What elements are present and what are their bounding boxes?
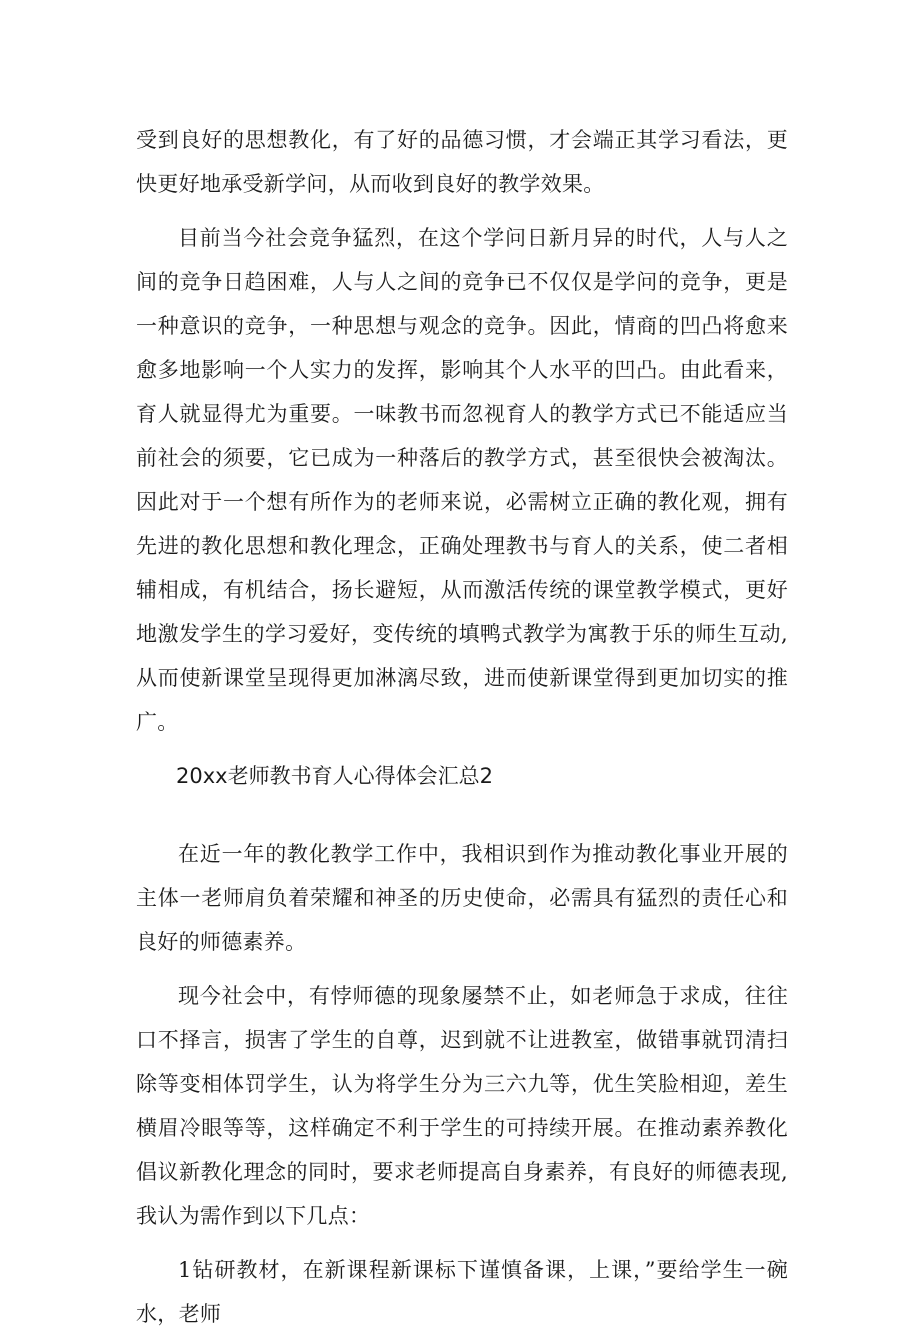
paragraph-5: 1钻研教材，在新课程新课标下谨慎备课，上课，”要给学生一碗水，老师 <box>136 1258 788 1326</box>
paragraph-4: 现今社会中，有悖师德的现象屡禁不止，如老师急于求成，往往口不择言，损害了学生的自尊，迟到就不让进教室，做错事就罚清扫除等变相体罚学生，认为将学生分为三六九等，优生笑脸相迎，差生横眉冷眼等等，这样确定不利于学生的可持续开展。在推动素养教化倡议新教化理念的同时，要求老师提高自身素养，有良好的师德表现,我认为需作到以下几点： <box>136 984 788 1228</box>
paragraph-3: 在近一年的教化教学工作中，我相识到作为推动教化事业开展的主体一老师肩负着荣耀和神圣的历史使命，必需具有猛烈的责任心和良好的师德素养。 <box>136 842 788 954</box>
paragraph-1: 受到良好的思想教化，有了好的品德习惯，才会端正其学习看法，更快更好地承受新学问，从而收到良好的教学效果。 <box>136 128 788 196</box>
document-page <box>136 118 788 1336</box>
section-title: 20xx老师教书育人心得体会汇总2 <box>176 764 493 788</box>
paragraph-2: 目前当今社会竞争猛烈，在这个学问日新月异的时代，人与人之间的竞争日趋困难，人与人之间的竞争已不仅仅是学问的竞争，更是一种意识的竞争，一种思想与观念的竞争。因此，情商的凹凸将愈来愈多地影响一个人实力的发挥，影响其个人水平的凹凸。由此看来，育人就显得尤为重要。一味教书而忽视育人的教学方式已不能适应当前社会的须要，它已成为一种落后的教学方式，甚至很快会被淘汰。因此对于一个想有所作为的老师来说，必需树立正确的教化观，拥有先进的教化思想和教化理念，正确处理教书与育人的关系，使二者相辅相成，有机结合，扬长避短，从而激活传统的课堂教学模式，更好地激发学生的学习爱好，变传统的填鸭式教学为寓教于乐的师生互动,从而使新课堂呈现得更加淋漓尽致，进而使新课堂得到更加切实的推广。 <box>136 226 788 734</box>
